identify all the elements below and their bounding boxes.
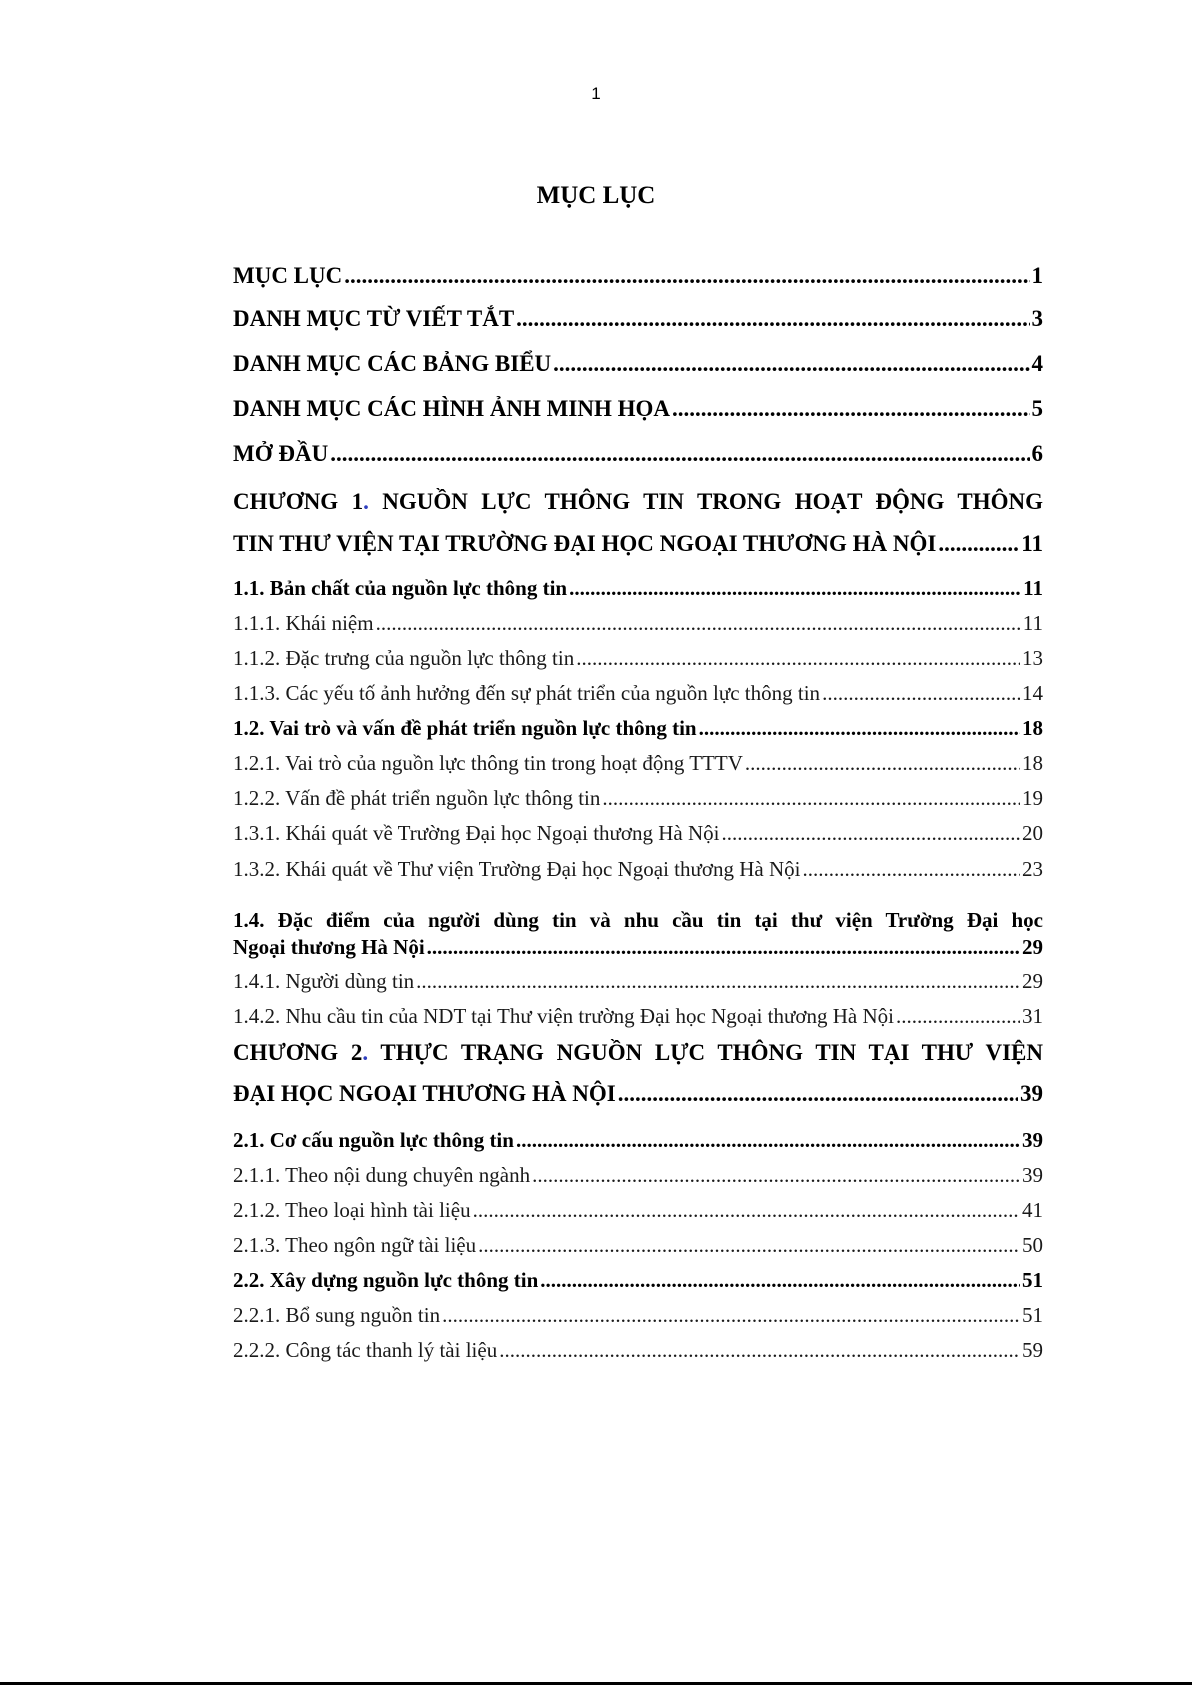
toc-entry-label: TIN THƯ VIỆN TẠI TRƯỜNG ĐẠI HỌC NGOẠI THƯƠNG HÀ NỘI xyxy=(233,531,937,556)
toc-entry-label: 1.2.2. Vấn đề phát triển nguồn lực thông tin xyxy=(233,786,601,810)
dot-leader xyxy=(938,530,1019,558)
toc-entry-1-3-1[interactable] xyxy=(233,821,1043,846)
dot-leader xyxy=(699,716,1020,741)
toc-entry-label: MỞ ĐẦU xyxy=(233,441,329,466)
toc-entry-page: 39 xyxy=(1020,1081,1043,1106)
toc-entry-1-2-1[interactable] xyxy=(233,751,1043,776)
toc-entry-page: 5 xyxy=(1031,396,1043,421)
toc-entry-page: 41 xyxy=(1022,1198,1043,1222)
toc-entry-page: 18 xyxy=(1022,751,1043,775)
chapter-2-title-part: THỰC TRẠNG NGUỒN LỰC THÔNG TIN TẠI THƯ VIỆN xyxy=(380,1040,1043,1065)
toc-entry-page: 23 xyxy=(1022,857,1043,881)
dot-leader xyxy=(330,440,1029,468)
dot-leader xyxy=(344,262,1029,290)
toc-entry-label: 1.3.2. Khái quát về Thư viện Trường Đại học Ngoại thương Hà Nội xyxy=(233,857,801,881)
toc-entry-page: 3 xyxy=(1031,306,1043,331)
chapter-1-title-part: NGUỒN LỰC THÔNG TIN TRONG HOẠT ĐỘNG THÔNG xyxy=(382,489,1044,514)
toc-entry-label: DANH MỤC CÁC HÌNH ẢNH MINH HỌA xyxy=(233,396,670,421)
toc-entry-2-2-1[interactable] xyxy=(233,1303,1043,1328)
toc-entry-1-1[interactable] xyxy=(233,576,1043,601)
dot-leader xyxy=(553,350,1029,378)
dot-leader xyxy=(473,1198,1020,1223)
toc-entry-page: 39 xyxy=(1022,1128,1043,1152)
toc-entry-2-2[interactable] xyxy=(233,1268,1043,1293)
toc-entry-label: 1.4.1. Người dùng tin xyxy=(233,969,415,993)
chapter-2-heading-line-2[interactable] xyxy=(233,1080,1043,1108)
toc-entry-label: 1.2.1. Vai trò của nguồn lực thông tin trong hoạt động TTTV xyxy=(233,751,743,775)
toc-entry-label: 1.1. Bản chất của nguồn lực thông tin xyxy=(233,576,568,600)
toc-entry-label: 2.1.2. Theo loại hình tài liệu xyxy=(233,1198,471,1222)
toc-entry-1-4-1[interactable] xyxy=(233,969,1043,994)
toc-entry-label: 2.1.1. Theo nội dung chuyên ngành xyxy=(233,1163,531,1187)
toc-entry-page: 6 xyxy=(1031,441,1043,466)
page-number: 1 xyxy=(591,84,601,103)
toc-entry-page: 11 xyxy=(1021,531,1043,556)
toc-entry-page: 51 xyxy=(1022,1303,1043,1327)
toc-entry-2-2-2[interactable] xyxy=(233,1338,1043,1363)
toc-entry-2-1-3[interactable] xyxy=(233,1233,1043,1258)
dot-leader xyxy=(516,305,1029,333)
toc-entry-label: 1.1.1. Khái niệm xyxy=(233,611,374,635)
toc-entry-1-4-line-1[interactable] xyxy=(233,908,1043,933)
dot-leader xyxy=(540,1268,1020,1293)
toc-entry-muc-luc[interactable] xyxy=(233,262,1043,290)
toc-entry-label: 1.4.2. Nhu cầu tin của NDT tại Thư viện trường Đại học Ngoại thương Hà Nội xyxy=(233,1004,894,1028)
chapter-1-prefix: CHƯƠNG 1 xyxy=(233,489,364,514)
toc-entry-page: 59 xyxy=(1022,1338,1043,1362)
dot-leader xyxy=(896,1004,1020,1029)
toc-entry-page: 39 xyxy=(1022,1163,1043,1187)
chapter-1-dot: . xyxy=(363,489,369,514)
toc-entry-label: MỤC LỤC xyxy=(233,263,343,288)
toc-entry-label: 2.2.1. Bổ sung nguồn tin xyxy=(233,1303,441,1327)
toc-entry-1-3-2[interactable] xyxy=(233,857,1043,882)
dot-leader xyxy=(569,576,1021,601)
dot-leader xyxy=(427,935,1020,960)
dot-leader xyxy=(618,1080,1018,1108)
toc-entry-page: 11 xyxy=(1022,611,1043,635)
toc-entry-label: 2.2. Xây dựng nguồn lực thông tin xyxy=(233,1268,539,1292)
toc-entry-page: 50 xyxy=(1022,1233,1043,1257)
chapter-1-heading-line-1[interactable] xyxy=(233,488,1043,516)
toc-entry-label: 1.2. Vai trò và vấn đề phát triển nguồn lực thông tin xyxy=(233,716,697,740)
dot-leader xyxy=(803,857,1021,882)
toc-entry-1-1-1[interactable] xyxy=(233,611,1043,636)
toc-entry-1-2[interactable] xyxy=(233,716,1043,741)
toc-entry-label: 1.1.2. Đặc trưng của nguồn lực thông tin xyxy=(233,646,575,670)
toc-entry-1-2-2[interactable] xyxy=(233,786,1043,811)
chapter-1-heading-line-2[interactable] xyxy=(233,530,1043,558)
toc-entry-page: 51 xyxy=(1022,1268,1043,1292)
chapter-2-heading-line-1[interactable] xyxy=(233,1039,1043,1067)
toc-entry-page: 11 xyxy=(1023,576,1043,600)
toc-entry-page: 13 xyxy=(1022,646,1043,670)
toc-entry-label: 1.1.3. Các yếu tố ảnh hưởng đến sự phát triển của nguồn lực thông tin xyxy=(233,681,821,705)
dot-leader xyxy=(532,1163,1020,1188)
toc-entry-page: 4 xyxy=(1031,351,1043,376)
toc-entry-page: 29 xyxy=(1022,969,1043,993)
chapter-2-dot: . xyxy=(362,1040,369,1065)
dot-leader xyxy=(576,646,1020,671)
toc-entry-label: 1.4. Đặc điểm của người dùng tin và nhu cầu tin tại thư viện Trường Đại học xyxy=(233,908,1043,932)
toc-entry-page: 20 xyxy=(1022,821,1043,845)
dot-leader xyxy=(416,969,1020,994)
toc-entry-page: 19 xyxy=(1022,786,1043,810)
toc-entry-1-4-line-2[interactable] xyxy=(233,935,1043,960)
toc-entry-abbreviations[interactable] xyxy=(233,305,1043,333)
chapter-2-prefix: CHƯƠNG 2 xyxy=(233,1040,363,1065)
toc-entry-label: ĐẠI HỌC NGOẠI THƯƠNG HÀ NỘI xyxy=(233,1081,616,1106)
toc-entry-label: Ngoại thương Hà Nội xyxy=(233,935,425,959)
toc-entry-page: 31 xyxy=(1022,1004,1043,1028)
dot-leader xyxy=(478,1233,1020,1258)
toc-entry-2-1-2[interactable] xyxy=(233,1198,1043,1223)
dot-leader xyxy=(672,395,1030,423)
toc-entry-label: 2.1. Cơ cấu nguồn lực thông tin xyxy=(233,1128,514,1152)
toc-entry-label: DANH MỤC CÁC BẢNG BIỂU xyxy=(233,351,552,376)
dot-leader xyxy=(602,786,1020,811)
dot-leader xyxy=(376,611,1021,636)
toc-entry-2-1-1[interactable] xyxy=(233,1163,1043,1188)
toc-entry-introduction[interactable] xyxy=(233,440,1043,468)
dot-leader xyxy=(822,681,1020,706)
toc-entry-1-1-3[interactable] xyxy=(233,681,1043,706)
dot-leader xyxy=(516,1128,1020,1153)
toc-entry-page: 18 xyxy=(1022,716,1043,740)
toc-entry-figures[interactable] xyxy=(233,395,1043,423)
toc-entry-2-1[interactable] xyxy=(233,1128,1043,1153)
toc-entry-label: 2.2.2. Công tác thanh lý tài liệu xyxy=(233,1338,498,1362)
toc-entry-1-4-2[interactable] xyxy=(233,1004,1043,1029)
toc-entry-1-1-2[interactable] xyxy=(233,646,1043,671)
toc-entry-page: 1 xyxy=(1031,263,1043,288)
toc-title: MỤC LỤC xyxy=(536,182,656,209)
toc-entry-page: 14 xyxy=(1022,681,1043,705)
toc-entry-page: 29 xyxy=(1022,935,1043,959)
dot-leader xyxy=(722,821,1020,846)
toc-entry-label: 2.1.3. Theo ngôn ngữ tài liệu xyxy=(233,1233,477,1257)
dot-leader xyxy=(499,1338,1020,1363)
dot-leader xyxy=(442,1303,1020,1328)
dot-leader xyxy=(745,751,1020,776)
toc-entry-tables[interactable] xyxy=(233,350,1043,378)
toc-entry-label: 1.3.1. Khái quát về Trường Đại học Ngoại thương Hà Nội xyxy=(233,821,720,845)
toc-entry-label: DANH MỤC TỪ VIẾT TẮT xyxy=(233,306,515,331)
